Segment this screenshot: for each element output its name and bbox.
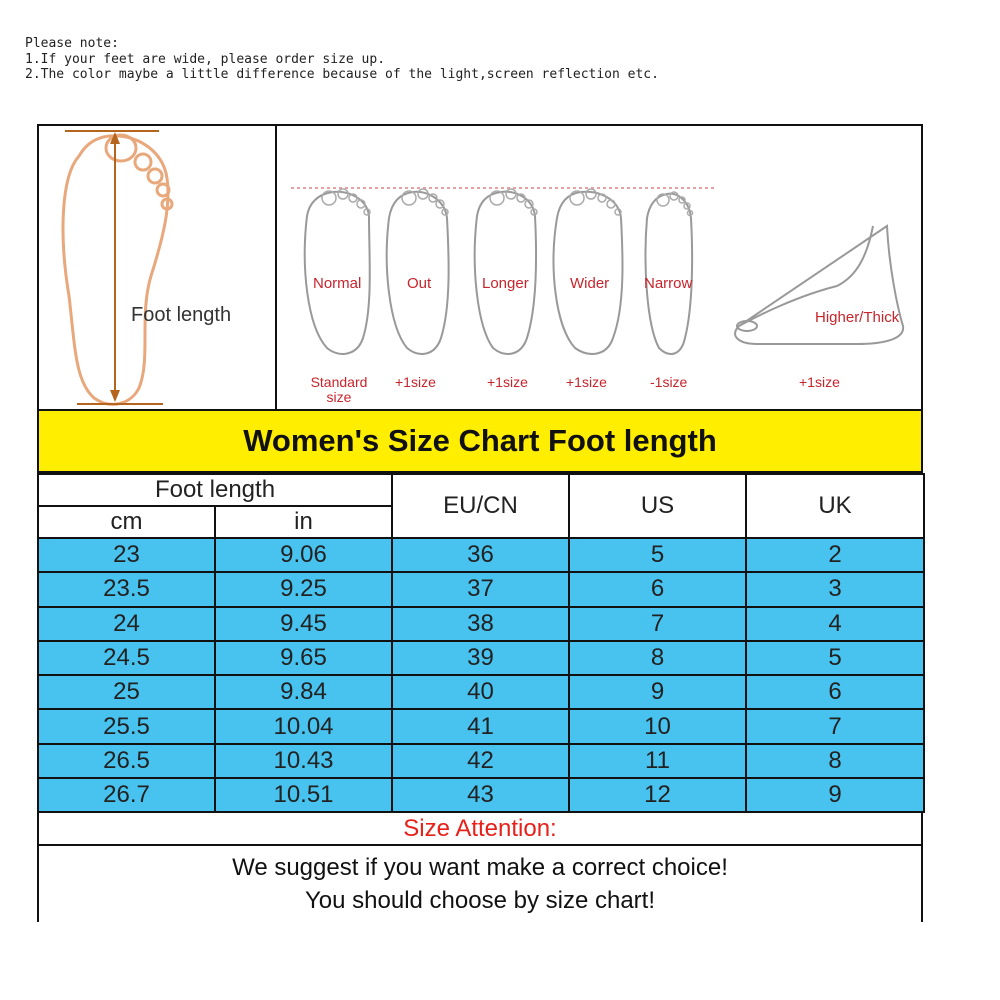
size-chart bbox=[37, 124, 923, 922]
cell-cm: 24.5 bbox=[38, 641, 215, 675]
cell-us: 6 bbox=[569, 572, 746, 606]
cell-eu-cn: 36 bbox=[392, 538, 569, 572]
cell-cm: 25.5 bbox=[38, 709, 215, 743]
suggestion-line-2: You should choose by size chart! bbox=[304, 887, 655, 915]
chart-title: Women's Size Chart Foot length bbox=[243, 423, 717, 458]
size-suggestion bbox=[37, 846, 923, 922]
table-row bbox=[38, 607, 924, 641]
cell-eu-cn: 43 bbox=[392, 778, 569, 812]
foot-length-diagram bbox=[39, 126, 277, 409]
cell-cm: 26.5 bbox=[38, 744, 215, 778]
table-row bbox=[38, 675, 924, 709]
adjust-wider: +1size bbox=[566, 374, 607, 390]
note-line-2: 2.The color maybe a little difference because of the light,screen reflection etc. bbox=[25, 67, 659, 82]
table-row bbox=[38, 538, 924, 572]
cell-uk: 2 bbox=[746, 538, 924, 572]
note-line-1: 1.If your feet are wide, please order size up. bbox=[25, 51, 386, 67]
adjust-out: +1size bbox=[395, 374, 436, 390]
foot-type-higher-thick: Higher/Thick bbox=[815, 309, 900, 326]
cell-cm: 25 bbox=[38, 675, 215, 709]
foot-outline-icon bbox=[39, 126, 275, 409]
cell-uk: 3 bbox=[746, 572, 924, 606]
suggestion-line-1: We suggest if you want make a correct choice! bbox=[232, 854, 728, 882]
cell-cm: 24 bbox=[38, 607, 215, 641]
cell-eu-cn: 40 bbox=[392, 675, 569, 709]
cell-uk: 7 bbox=[746, 709, 924, 743]
cell-eu-cn: 41 bbox=[392, 709, 569, 743]
cell-us: 10 bbox=[569, 709, 746, 743]
chart-title-bar bbox=[37, 411, 923, 473]
cell-in: 9.06 bbox=[215, 538, 392, 572]
header-in: in bbox=[215, 506, 392, 538]
adjust-higher-thick: +1size bbox=[799, 374, 840, 390]
cell-eu-cn: 37 bbox=[392, 572, 569, 606]
cell-in: 10.51 bbox=[215, 778, 392, 812]
table-row bbox=[38, 744, 924, 778]
cell-in: 10.04 bbox=[215, 709, 392, 743]
cell-eu-cn: 39 bbox=[392, 641, 569, 675]
adjust-longer: +1size bbox=[487, 374, 528, 390]
cell-us: 11 bbox=[569, 744, 746, 778]
notes-block bbox=[25, 36, 659, 83]
cell-eu-cn: 42 bbox=[392, 744, 569, 778]
adjust-narrow: -1size bbox=[650, 374, 688, 390]
table-row bbox=[38, 641, 924, 675]
foot-type-wider: Wider bbox=[570, 275, 610, 292]
table-row bbox=[38, 709, 924, 743]
header-cm: cm bbox=[38, 506, 215, 538]
cell-uk: 9 bbox=[746, 778, 924, 812]
cell-us: 9 bbox=[569, 675, 746, 709]
cell-in: 9.84 bbox=[215, 675, 392, 709]
foot-type-out: Out bbox=[407, 275, 432, 292]
cell-uk: 8 bbox=[746, 744, 924, 778]
header-us: US bbox=[569, 474, 746, 538]
adjust-normal: Standard size bbox=[310, 374, 368, 405]
cell-eu-cn: 38 bbox=[392, 607, 569, 641]
header-foot-length: Foot length bbox=[38, 474, 392, 506]
foot-illustration-panel bbox=[37, 124, 923, 411]
foot-type-narrow: Narrow bbox=[644, 275, 693, 292]
cell-uk: 5 bbox=[746, 641, 924, 675]
cell-in: 9.65 bbox=[215, 641, 392, 675]
cell-in: 10.43 bbox=[215, 744, 392, 778]
cell-in: 9.25 bbox=[215, 572, 392, 606]
cell-cm: 26.7 bbox=[38, 778, 215, 812]
foot-types-icon bbox=[277, 126, 921, 409]
foot-length-label: Foot length bbox=[131, 304, 232, 326]
notes-heading: Please note: bbox=[25, 36, 119, 51]
cell-us: 7 bbox=[569, 607, 746, 641]
foot-types-diagram bbox=[277, 126, 921, 409]
foot-type-longer: Longer bbox=[482, 275, 529, 292]
cell-us: 12 bbox=[569, 778, 746, 812]
cell-us: 8 bbox=[569, 641, 746, 675]
size-attention-label: Size Attention: bbox=[37, 813, 923, 846]
header-eu-cn: EU/CN bbox=[392, 474, 569, 538]
table-row bbox=[38, 778, 924, 812]
cell-uk: 4 bbox=[746, 607, 924, 641]
table-row bbox=[38, 572, 924, 606]
size-table bbox=[37, 473, 925, 813]
cell-cm: 23 bbox=[38, 538, 215, 572]
cell-cm: 23.5 bbox=[38, 572, 215, 606]
foot-type-normal: Normal bbox=[313, 275, 362, 292]
cell-us: 5 bbox=[569, 538, 746, 572]
cell-in: 9.45 bbox=[215, 607, 392, 641]
header-uk: UK bbox=[746, 474, 924, 538]
cell-uk: 6 bbox=[746, 675, 924, 709]
